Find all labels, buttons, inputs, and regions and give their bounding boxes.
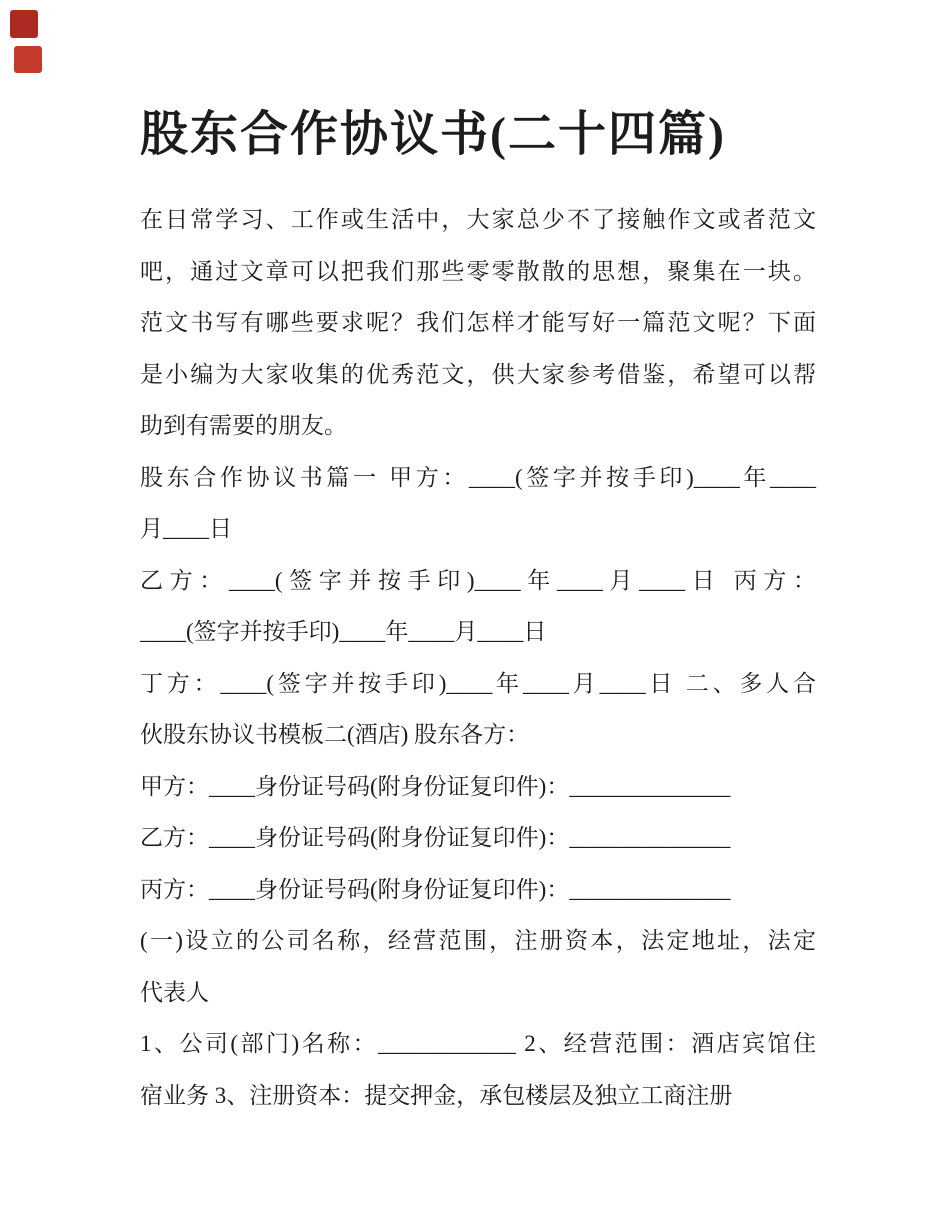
document-content [140,96,816,1121]
text-line: 范文书写有哪些要求呢？我们怎样才能写好一篇范文呢？下面 [140,310,816,335]
text-line: 在日常学习、工作或生活中，大家总少不了接触作文或者范文 [140,207,816,232]
text-line: 助到有需要的朋友。 [140,413,347,438]
text-line: 伙股东协议书模板二(酒店) 股东各方： [140,722,530,747]
text-line: (一)设立的公司名称，经营范围，注册资本，法定地址，法定 [140,928,816,953]
document-title: 股东合作协议书(二十四篇) [140,108,726,161]
text-line: 吧，通过文章可以把我们那些零零散散的思想，聚集在一块。 [140,258,816,284]
document-body [140,194,816,1121]
text-line: 代表人 [140,979,209,1005]
text-line: 1、公司(部门)名称：____________ 2、经营范围：酒店宾馆住 [140,1031,816,1056]
text-line: 乙方：____(签字并按手印)____年____月____日 丙方： [140,567,816,593]
text-line: 宿业务 3、注册资本：提交押金，承包楼层及独立工商注册 [140,1082,733,1108]
text-line: 股东合作协议书篇一 甲方：____(签字并按手印)____年____ [140,464,816,490]
text-line: ____(签字并按手印)____年____月____日 [140,619,547,644]
text-line: 甲方：____身份证号码(附身份证复印件)：______________ [140,773,731,799]
text-line: 丁方：____(签字并按手印)____年____月____日 二、多人合 [140,670,816,696]
text-line: 乙方：____身份证号码(附身份证复印件)：______________ [140,825,731,850]
red-square-marker-top [10,10,38,38]
text-line: 月____日 [140,516,232,541]
text-line: 是小编为大家收集的优秀范文，供大家参考借鉴，希望可以帮 [140,361,816,387]
red-square-marker-bottom [14,46,42,73]
text-line: 丙方：____身份证号码(附身份证复印件)：______________ [140,876,731,902]
